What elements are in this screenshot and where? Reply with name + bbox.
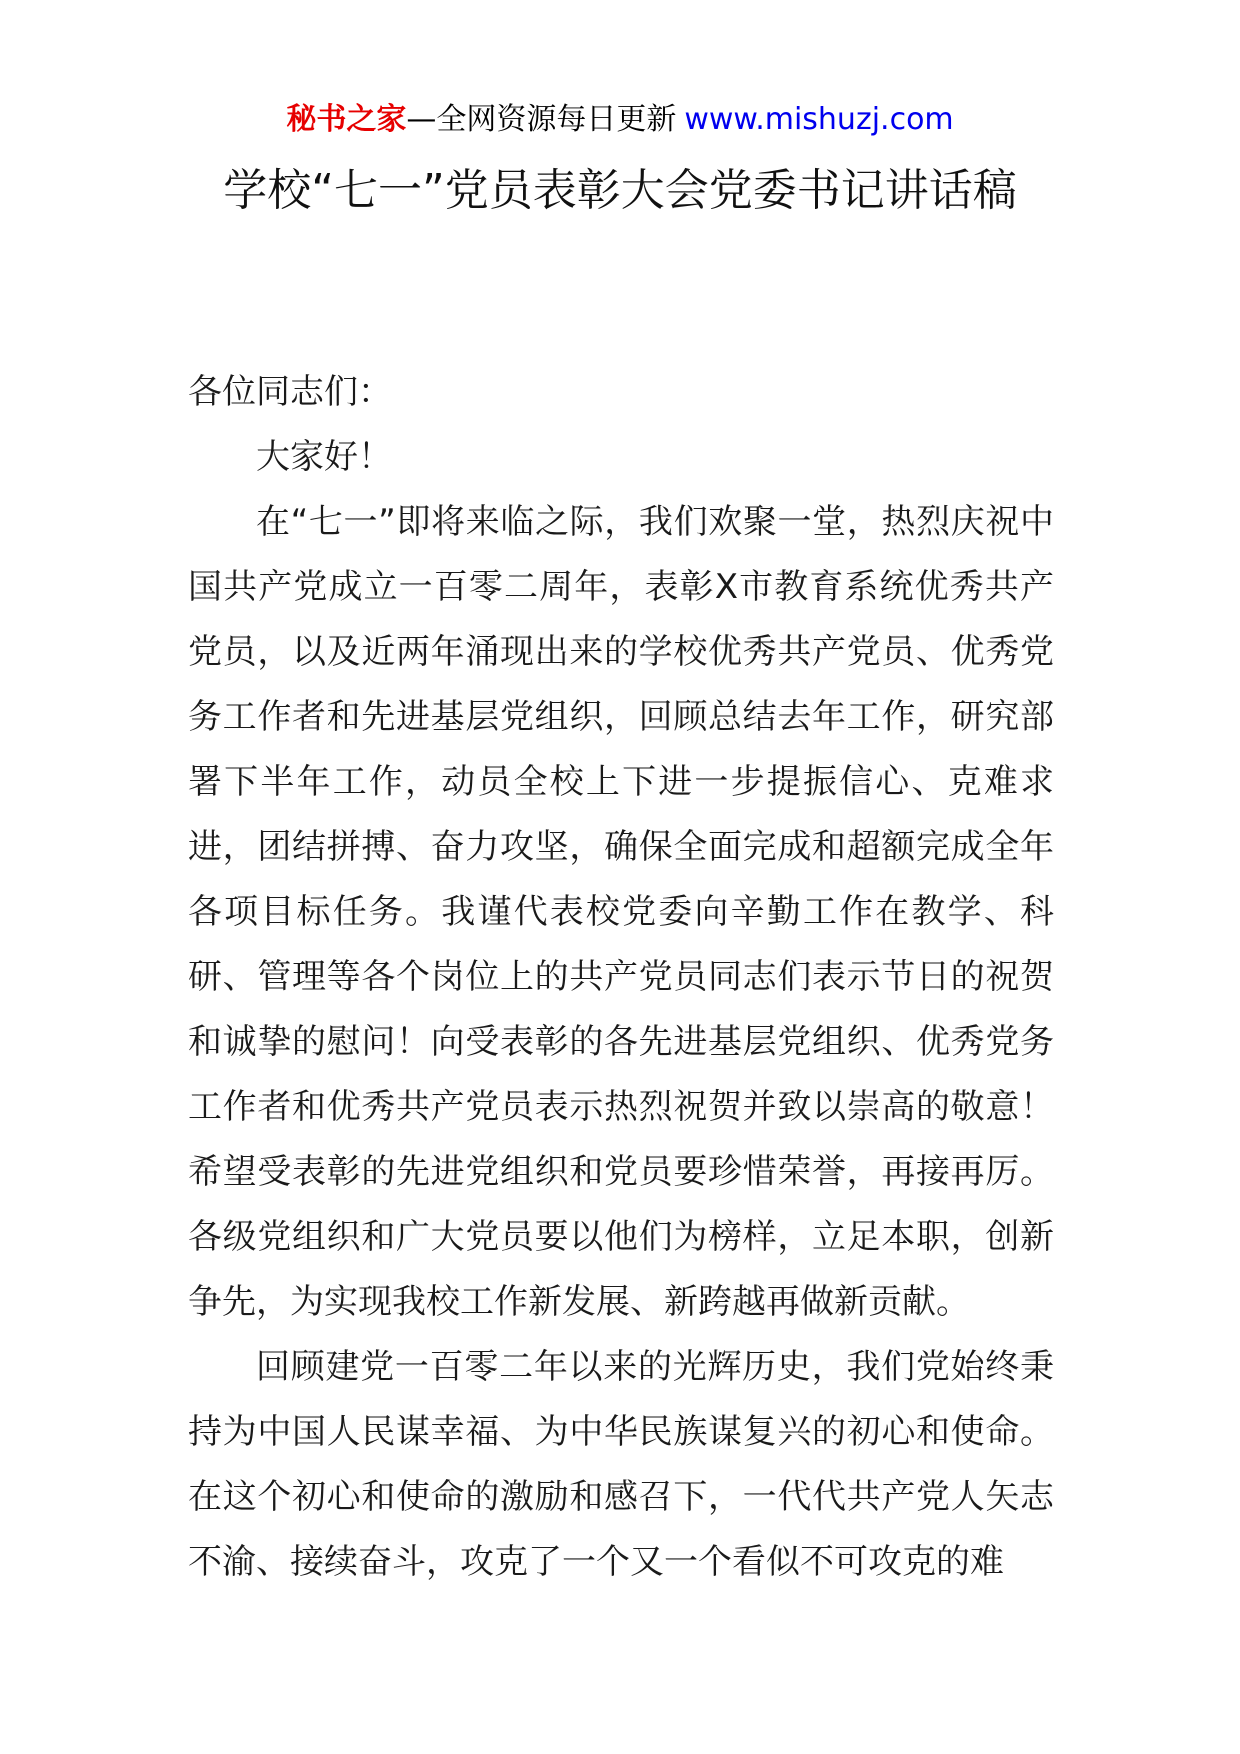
salutation: 各位同志们： (188, 372, 392, 412)
site-header (0, 100, 1240, 140)
paragraph-2: 回顾建党一百零二年以来的光辉历史，我们党始终秉持为中国人民谋幸福、为中华民族谋复兴的初心和使命。在这个初心和使命的激励和感召下，一代代共产党人矢志不渝、接续奋斗，攻克了一个又一个看似不可攻克的难 (188, 1347, 1054, 1582)
site-brand: 秘书之家 (286, 102, 407, 137)
document-title: 学校“七一”党员表彰大会党委书记讲话稿 (223, 165, 1017, 216)
paragraph-greeting: 大家好！ (256, 437, 392, 477)
paragraph-1: 在“七一”即将来临之际，我们欢聚一堂，热烈庆祝中国共产党成立一百零二周年，表彰X市教育系统优秀共产党员，以及近两年涌现出来的学校优秀共产党员、优秀党务工作者和先进基层党组织，回顾总结去年工作，研究部署下半年工作，动员全校上下进一步提振信心、克难求进，团结拼搏、奋力攻坚，确保全面完成和超额完成全年各项目标任务。我谨代表校党委向辛勤工作在教学、科研、管理等各个岗位上的共产党员同志们表示节日的祝贺和诚挚的慰问！向受表彰的各先进基层党组织、优秀党务工作者和优秀共产党员表示热烈祝贺并致以崇高的敬意！希望受表彰的先进党组织和党员要珍惜荣誉，再接再厉。各级党组织和广大党员要以他们为榜样，立足本职，创新争先，为实现我校工作新发展、新跨越再做新贡献。 (188, 502, 1054, 1322)
site-tagline: —全网资源每日更新 (406, 102, 677, 137)
site-url-link[interactable]: www.mishuzj.com (684, 102, 954, 137)
document-body (188, 360, 1054, 1595)
